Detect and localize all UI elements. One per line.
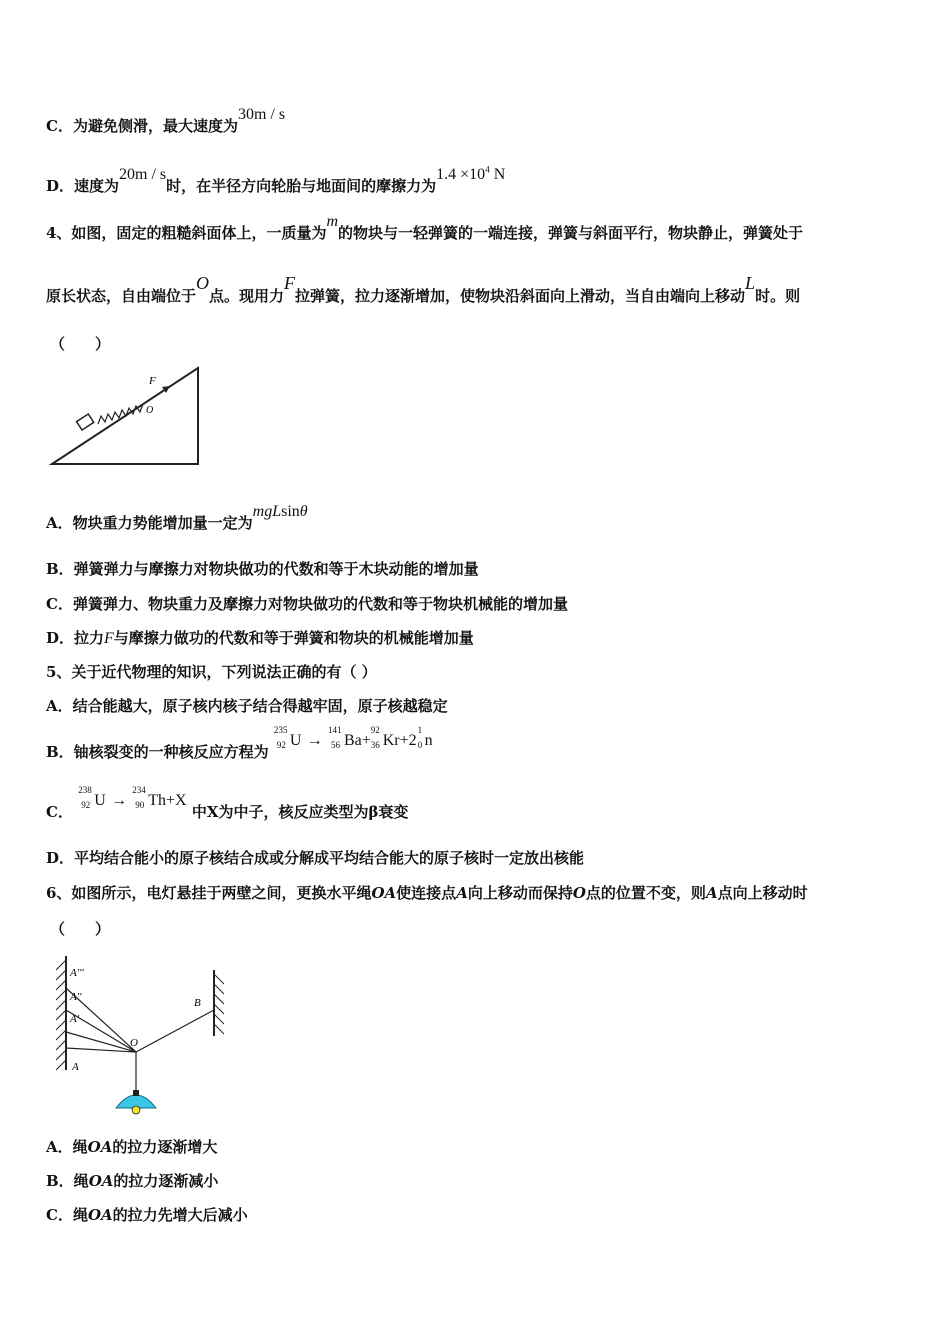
q3-option-c-math: 30m / s <box>237 106 286 123</box>
q6-fig-label-a: A <box>72 1061 79 1073</box>
q3-option-d-speed: 20m / s <box>119 166 167 183</box>
q4-mass-symbol: m <box>326 213 339 230</box>
q6-fig-label-a1: A' <box>70 1013 80 1025</box>
q4-incline-figure <box>46 360 206 470</box>
q5-fission-equation: 235 92 U → 141 56 Ba+ 92 36 Kr+2 1 0 n <box>273 725 433 750</box>
q3-option-d-force: $1.4 \times 10^4$ N <box>436 164 506 183</box>
q6-lamp-figure <box>44 948 254 1123</box>
q6-answer-paren: （ ） <box>50 920 111 938</box>
q4-option-a: A．物块重力势能增加量一定为mgLsinθ <box>46 503 308 532</box>
q6-fig-label-o: O <box>130 1037 138 1049</box>
q4-stem-line1: 4、如图，固定的粗糙斜面体上，一质量为m的物块与一轻弹簧的一端连接，弹簧与斜面平行，物块静止，弹簧处于 <box>46 213 804 242</box>
q4-answer-paren: （ ） <box>50 335 111 353</box>
q6-option-a: A．绳OA的拉力逐渐增大 <box>46 1138 218 1156</box>
q4-option-b: B．弹簧弹力与摩擦力对物块做功的代数和等于木块动能的增加量 <box>46 560 479 578</box>
q6-stem: 6、如图所示，电灯悬挂于两壁之间，更换水平绳OA使连接点A向上移动而保持O点的位置不变，则A点向上移动时 <box>46 884 808 902</box>
q4-option-c: C．弹簧弹力、物块重力及摩擦力对物块做功的代数和等于物块机械能的增加量 <box>46 595 568 613</box>
q4-fig-label-o: O <box>146 405 154 416</box>
q5-option-a: A．结合能越大，原子核内核子结合得越牢固，原子核越稳定 <box>46 697 448 715</box>
q4-option-d: D．拉力F与摩擦力做功的代数和等于弹簧和物块的机械能增加量 <box>46 629 474 647</box>
q6-fig-label-a3: A''' <box>70 967 84 979</box>
q6-option-b: B．绳OA的拉力逐渐减小 <box>46 1172 219 1190</box>
q5-option-d: D．平均结合能小的原子核结合成或分解成平均结合能大的原子核时一定放出核能 <box>46 849 585 867</box>
q5-decay-equation: 238 92 U → 234 90 Th+X <box>78 785 187 810</box>
q5-option-b: B．铀核裂变的一种核反应方程为 235 92 U → 141 56 Ba+ 92 36 Kr+2 1 0 n <box>46 725 433 761</box>
q5-option-c: C． 238 92 U → 234 90 Th+X 中X为中子，核反应类型为β衰变 <box>46 785 409 821</box>
q6-fig-label-a2: A'' <box>70 991 82 1003</box>
q6-option-c: C．绳OA的拉力先增大后减小 <box>46 1206 248 1224</box>
q3-option-d: D．速度为20m / s时，在半径方向轮胎与地面间的摩擦力为$1.4 \times 10^4$ N <box>46 164 506 195</box>
q3-option-c <box>46 106 286 136</box>
q6-fig-label-b: B <box>194 997 201 1009</box>
q5-stem: 5、关于近代物理的知识，下列说法正确的有（ ） <box>46 663 377 681</box>
q4-fig-label-f: F <box>149 375 156 387</box>
q4-stem-line2: 原长状态，自由端位于O点。现用力F拉弹簧，拉力逐渐增加，使物块沿斜面向上滑动，当自由端向上移动L时。则 <box>46 273 801 305</box>
q3-option-c-text: C．为避免侧滑，最大速度为 <box>46 117 238 135</box>
